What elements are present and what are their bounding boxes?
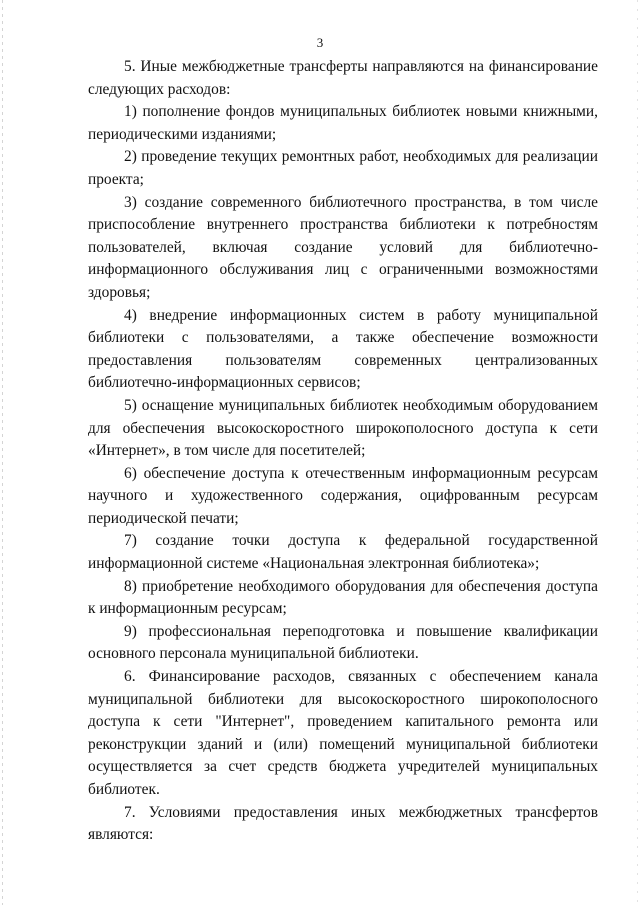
paragraph-item-7: 7. Условиями предоставления иных межбюджетных трансфертов являются: [88, 803, 598, 844]
page-number: 3 [316, 35, 324, 50]
paragraph-subitem-5: 5) оснащение муниципальных библиотек необходимым оборудованием для обеспечения высокоскоростного широкополосного доступа к сети «Интернет», в том числе для посетителей; [88, 396, 598, 460]
paragraph-subitem-6: 6) обеспечение доступа к отечественным информационным ресурсам научного и художественного содержания, оцифрованным ресурсам периодической печати; [88, 464, 598, 527]
scan-edge-left [2, 0, 3, 905]
paragraph-subitem-1: 1) пополнение фондов муниципальных библиотек новыми книжными, периодическими изданиями; [88, 103, 598, 143]
paragraph-subitem-3: 3) создание современного библиотечного пространства, в том числе приспособление внутреннего пространства библиотеки к потребностям пользователей, включая создание условий для библиотечно-информационного обслуживания лиц с ограниченными возможностями здоровья; [88, 193, 598, 301]
paragraph-subitem-4: 4) внедрение информационных систем в работу муниципальной библиотеки с пользователями, а также обеспечение возможности предоставления пользователям современных централизованных библиотечно-информационных сервисов; [88, 306, 598, 392]
paragraph-item-6: 6. Финансирование расходов, связанных с обеспечением канала муниципальной библиотеки для высокоскоростного широкополосного доступа к сети "Интернет", проведением капитального ремонта или реконструкции зданий и (или) помещений муниципальной библиотеки осуществляется за счет средств бюджета учредителей муниципальных библиотек. [88, 668, 598, 798]
paragraph-subitem-9: 9) профессиональная переподготовка и повышение квалификации основного персонала муниципальной библиотеки. [88, 622, 598, 663]
scan-edge-right [637, 0, 638, 905]
paragraph-subitem-2: 2) проведение текущих ремонтных работ, необходимых для реализации проекта; [88, 148, 598, 188]
paragraph-subitem-7: 7) создание точки доступа к федеральной государственной информационной системе «Национальная электронная библиотека»; [88, 532, 598, 573]
paragraph-subitem-8: 8) приобретение необходимого оборудования для обеспечения доступа к информационным ресурсам; [88, 577, 598, 618]
document-body [88, 56, 598, 847]
paragraph-item-5: 5. Иные межбюджетные трансферты направляются на финансирование следующих расходов: [88, 58, 598, 98]
